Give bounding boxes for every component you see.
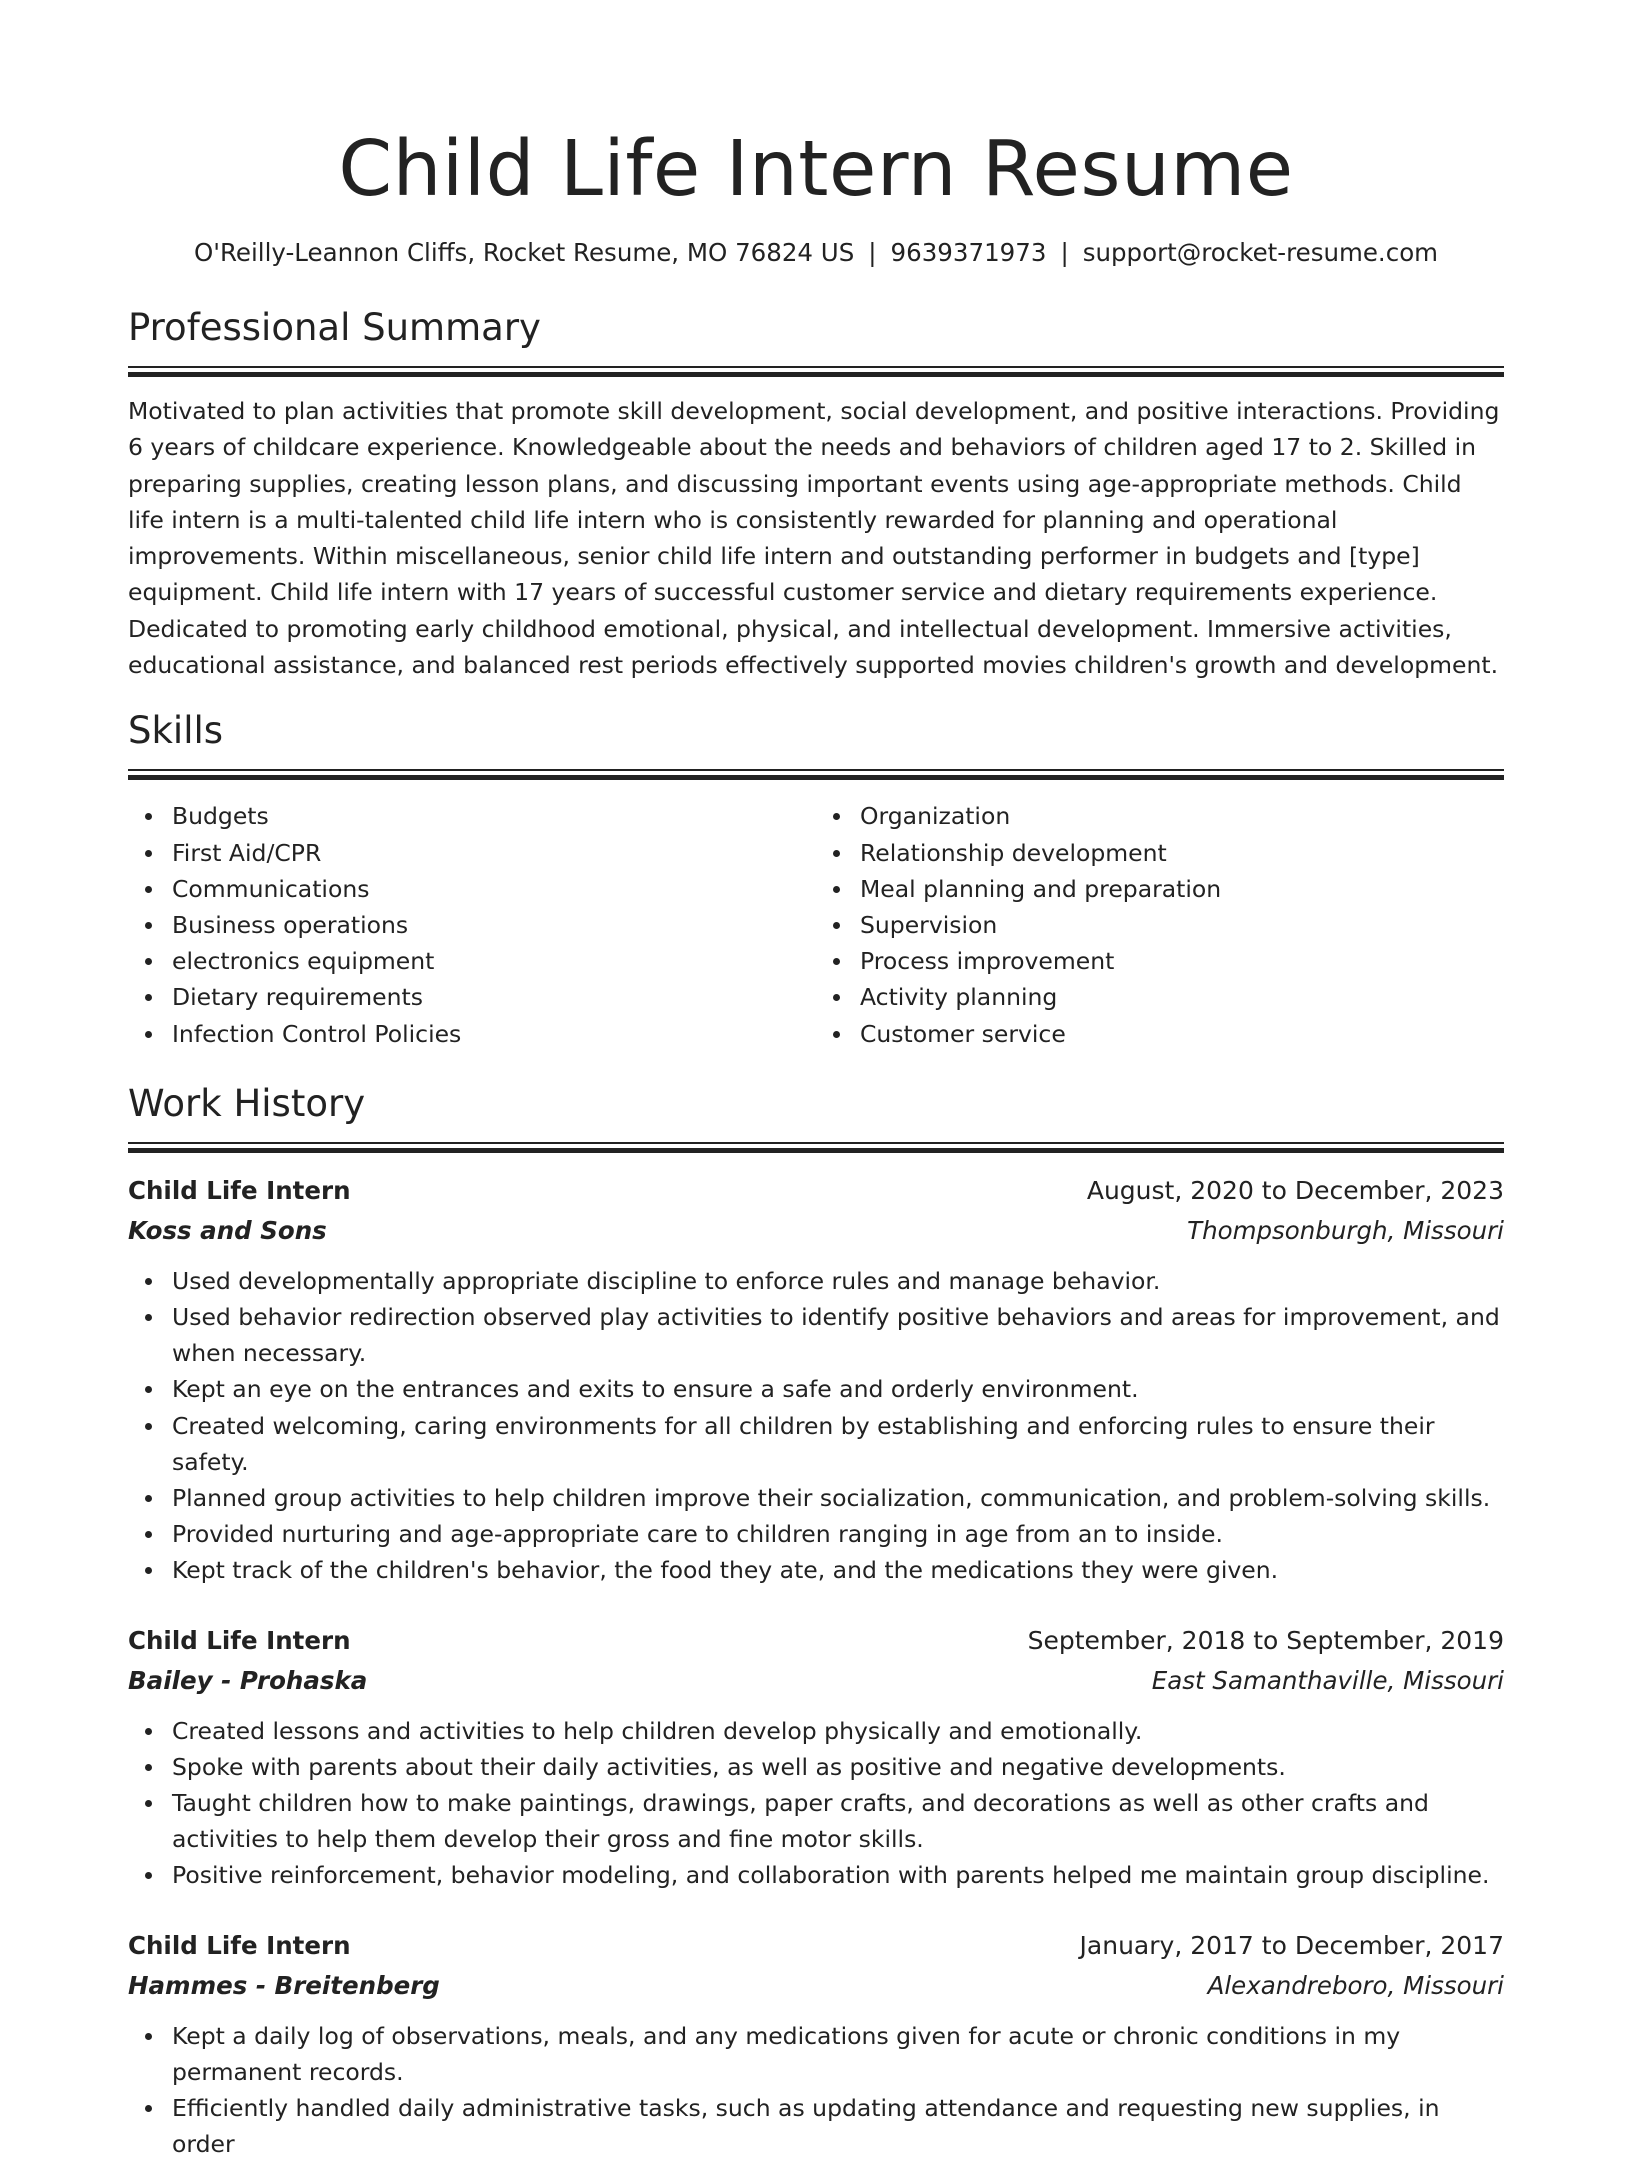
contact-address: O'Reilly-Leannon Cliffs, Rocket Resume, MO 76824 US bbox=[193, 238, 855, 267]
job-location: Thompsonburgh, Missouri bbox=[1187, 1215, 1504, 1245]
skills-column-right bbox=[816, 798, 1504, 1051]
job-company: Hammes - Breitenberg bbox=[128, 1970, 440, 2000]
job-dates: August, 2020 to December, 2023 bbox=[1086, 1175, 1504, 1205]
skill-item: Dietary requirements bbox=[172, 979, 816, 1015]
skill-item: Activity planning bbox=[860, 979, 1504, 1015]
job-header bbox=[128, 1621, 1504, 1661]
skill-item: Infection Control Policies bbox=[172, 1016, 816, 1052]
job-entry bbox=[128, 1926, 1504, 2162]
job-duties-list bbox=[128, 1263, 1504, 1589]
job-duty: Used behavior redirection observed play activities to identify positive behaviors and areas for improvement, and when necessary. bbox=[172, 1299, 1504, 1371]
job-duty: Positive reinforcement, behavior modeling, and collaboration with parents helped me maintain group discipline. bbox=[172, 1857, 1504, 1893]
skill-item: Organization bbox=[860, 798, 1504, 834]
job-company: Koss and Sons bbox=[128, 1215, 327, 1245]
job-title: Child Life Intern bbox=[128, 1930, 351, 1960]
contact-email[interactable]: support@rocket-resume.com bbox=[1082, 238, 1439, 267]
job-subheader bbox=[128, 1966, 1504, 2006]
skill-item: First Aid/CPR bbox=[172, 835, 816, 871]
job-duty: Kept an eye on the entrances and exits to ensure a safe and orderly environment. bbox=[172, 1371, 1504, 1407]
job-location: East Samanthaville, Missouri bbox=[1151, 1665, 1504, 1695]
job-subheader bbox=[128, 1211, 1504, 1251]
section-heading-work-history: Work History bbox=[128, 1081, 366, 1125]
job-title: Child Life Intern bbox=[128, 1175, 351, 1205]
skill-item: Supervision bbox=[860, 907, 1504, 943]
contact-phone: 9639371973 bbox=[890, 238, 1047, 267]
job-duty: Provided nurturing and age-appropriate care to children ranging in age from an to inside. bbox=[172, 1516, 1504, 1552]
skill-item: Customer service bbox=[860, 1016, 1504, 1052]
section-heading-summary: Professional Summary bbox=[128, 306, 541, 349]
contact-line bbox=[128, 236, 1504, 270]
job-duty: Created welcoming, caring environments for all children by establishing and enforcing rules to ensure their safety. bbox=[172, 1408, 1504, 1480]
job-duty: Used developmentally appropriate discipline to enforce rules and manage behavior. bbox=[172, 1263, 1504, 1299]
contact-separator: | bbox=[1060, 238, 1069, 267]
skill-item: electronics equipment bbox=[172, 943, 816, 979]
summary-paragraph: Motivated to plan activities that promote skill development, social development, and positive interactions. Providing 6 years of childcare experience. Knowledgeable about the needs and behaviors of children aged 17 to 2. Skilled in preparing supplies, creating lesson plans, and discussing important events using age-appropriate methods. Child life intern is a multi-talented child life intern who is consistently rewarded for planning and operational improvements. Within miscellaneous, senior child life intern and outstanding performer in budgets and [type] equipment. Child life intern with 17 years of successful customer service and dietary requirements experience. Dedicated to promoting early childhood emotional, physical, and intellectual development. Immersive activities, educational assistance, and balanced rest periods effectively supported movies children's growth and development. bbox=[128, 397, 1500, 680]
job-subheader bbox=[128, 1661, 1504, 1701]
work-history-section bbox=[128, 1080, 1504, 2162]
job-header bbox=[128, 1171, 1504, 1211]
job-dates: January, 2017 to December, 2017 bbox=[1079, 1930, 1504, 1960]
section-heading-skills: Skills bbox=[128, 709, 224, 753]
job-duty: Kept track of the children's behavior, the food they ate, and the medications they were given. bbox=[172, 1552, 1504, 1588]
job-duty: Efficiently handled daily administrative tasks, such as updating attendance and requesting new supplies, in order bbox=[172, 2090, 1504, 2162]
job-duty: Spoke with parents about their daily activities, as well as positive and negative developments. bbox=[172, 1749, 1504, 1785]
job-entry bbox=[128, 1621, 1504, 1894]
job-duty: Taught children how to make paintings, drawings, paper crafts, and decorations as well as other crafts and activities to help them develop their gross and fine motor skills. bbox=[172, 1785, 1504, 1857]
section-divider bbox=[128, 366, 1504, 377]
skills-grid bbox=[128, 798, 1504, 1051]
job-duty: Kept a daily log of observations, meals, and any medications given for acute or chronic conditions in my permanent records. bbox=[172, 2018, 1504, 2090]
skills-column-left bbox=[128, 798, 816, 1051]
job-title: Child Life Intern bbox=[128, 1625, 351, 1655]
skill-item: Business operations bbox=[172, 907, 816, 943]
resume-title: Child Life Intern Resume bbox=[338, 125, 1294, 214]
job-duties-list bbox=[128, 1713, 1504, 1894]
skills-section bbox=[128, 707, 1504, 1051]
skill-item: Communications bbox=[172, 871, 816, 907]
job-location: Alexandreboro, Missouri bbox=[1207, 1970, 1504, 2000]
job-duty: Planned group activities to help children improve their socialization, communication, and problem-solving skills. bbox=[172, 1480, 1504, 1516]
job-duties-list bbox=[128, 2018, 1504, 2162]
job-header bbox=[128, 1926, 1504, 1966]
job-entry bbox=[128, 1171, 1504, 1589]
job-dates: September, 2018 to September, 2019 bbox=[1027, 1625, 1504, 1655]
skill-item: Budgets bbox=[172, 798, 816, 834]
professional-summary-section bbox=[128, 304, 1504, 683]
job-company: Bailey - Prohaska bbox=[128, 1665, 368, 1695]
section-divider bbox=[128, 1142, 1504, 1153]
skill-item: Meal planning and preparation bbox=[860, 871, 1504, 907]
skill-item: Relationship development bbox=[860, 835, 1504, 871]
section-divider bbox=[128, 769, 1504, 780]
skill-item: Process improvement bbox=[860, 943, 1504, 979]
contact-separator: | bbox=[868, 238, 877, 267]
job-duty: Created lessons and activities to help children develop physically and emotionally. bbox=[172, 1713, 1504, 1749]
